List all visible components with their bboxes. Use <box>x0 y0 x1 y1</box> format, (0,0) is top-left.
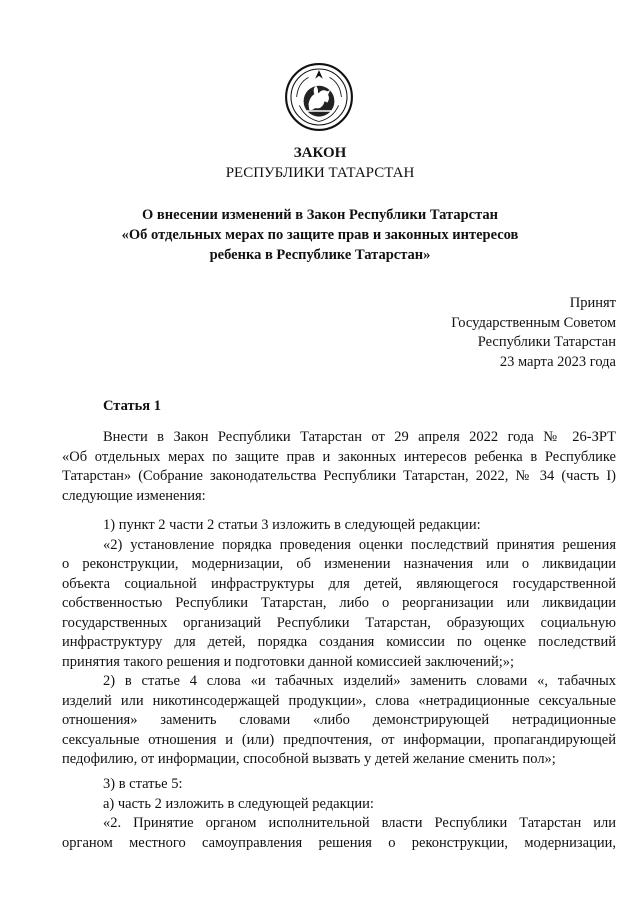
text-line: «Об отдельных мерах по защите прав и законных интересов ребенка в Республике <box>62 448 616 465</box>
text-line: принятия такого решения и подготовки данной комиссией заключений;»; <box>62 653 515 670</box>
text-line: а) часть 2 изложить в следующей редакции: <box>103 795 374 812</box>
text-line: отношения» заменить словами «либо демонстрирующей нетрадиционные <box>62 712 616 728</box>
adoption-line: Принят <box>569 295 616 311</box>
text-line: следующие изменения: <box>62 487 206 504</box>
subject-line: «Об отдельных мерах по защите прав и законных интересов <box>121 227 519 243</box>
issuer-heading: РЕСПУБЛИКИ ТАТАРСТАН <box>225 165 415 181</box>
item-3-paragraph <box>62 775 616 853</box>
text-line: «2) установление порядка проведения оценки последствий принятия решения <box>103 536 616 553</box>
text-line: органом местного самоуправления решения о реконструкции, модернизации, <box>62 834 616 851</box>
text-line: «2. Принятие органом исполнительной власти Республики Татарстан или <box>103 815 616 831</box>
article-heading: Статья 1 <box>103 398 161 414</box>
intro-paragraph <box>62 428 616 506</box>
text-line: 2) в статье 4 слова «и табачных изделий» заменить словами «, табачных <box>103 673 616 689</box>
text-line: государственных организаций Республики Татарстан, образующих социальную <box>62 614 616 631</box>
text-line: объекта социальной инфраструктуры для детей, являющегося государственной <box>62 575 616 592</box>
item-1-paragraph <box>62 516 616 672</box>
document-type-heading: ЗАКОН <box>293 145 347 161</box>
text-line: инфраструктуру для детей, порядка создания комиссии по оценке последствий <box>62 634 616 650</box>
text-line: собственностью Республики Татарстан, либо о реорганизации или ликвидации <box>62 595 616 611</box>
subject-line: ребенка в Республике Татарстан» <box>209 247 431 263</box>
text-line: педофилию, от информации, способной вызвать у детей желание сменить пол»; <box>62 751 556 767</box>
text-line: Внести в Закон Республики Татарстан от 29 апреля 2022 года № 26-ЗРТ <box>103 429 616 445</box>
text-line: сексуальные отношения и (или) предпочтения, от информации, пропагандирующей <box>62 731 616 748</box>
subject-line: О внесении изменений в Закон Республики Татарстан <box>142 207 498 223</box>
adoption-block <box>451 294 616 372</box>
adoption-line: Республики Татарстан <box>477 334 616 350</box>
adoption-line: Государственным Советом <box>451 314 616 331</box>
item-2-paragraph <box>62 672 616 770</box>
text-line: о реконструкции, модернизации, об изменении назначения или о ликвидации <box>62 556 616 572</box>
text-line: 3) в статье 5: <box>103 776 183 792</box>
adoption-date: 23 марта 2023 года <box>499 353 616 370</box>
text-line: Татарстан» (Собрание законодательства Республики Татарстан, 2022, № 34 (часть I) <box>62 468 616 484</box>
text-line: 1) пункт 2 части 2 статьи 3 изложить в следующей редакции: <box>103 517 481 533</box>
law-subject-title <box>0 205 640 265</box>
text-line: изделий или никотинсодержащей продукции», слова «нетрадиционные сексуальные <box>62 692 616 709</box>
coat-of-arms-icon <box>284 62 354 132</box>
